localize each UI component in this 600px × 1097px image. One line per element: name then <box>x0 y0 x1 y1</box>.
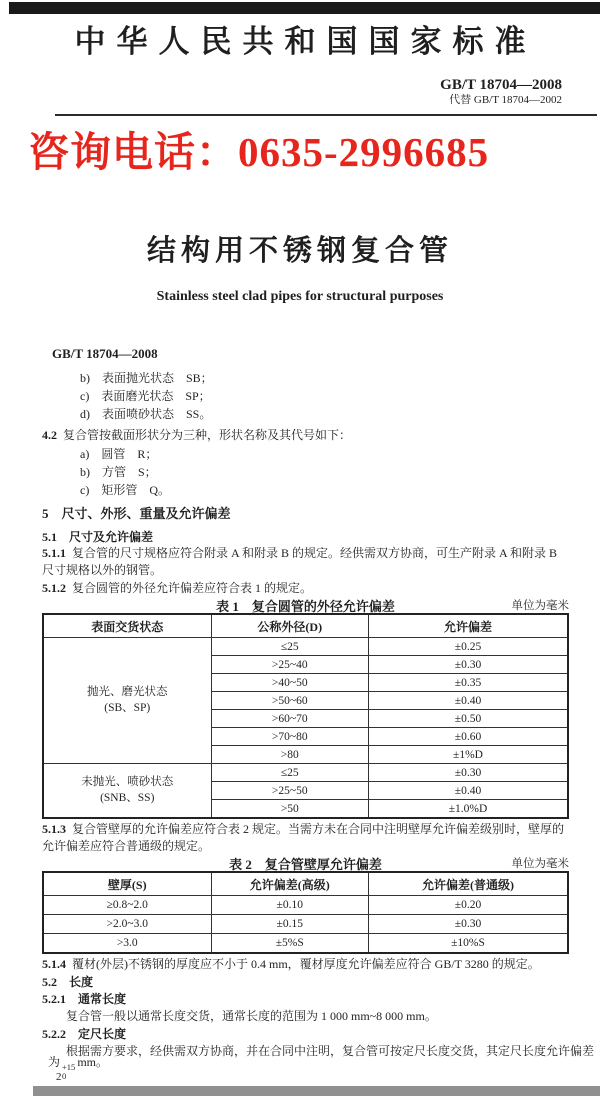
group-label: 未抛光、喷砂状态 <box>81 775 174 788</box>
clause-number: 5.1.4 <box>42 957 66 971</box>
clause-5-1-2 <box>42 579 312 596</box>
top-black-bar <box>9 2 600 14</box>
table-cell: ±0.60 <box>369 728 569 746</box>
clause-5-2-heading: 5.2 长度 <box>42 975 94 989</box>
column-header: 壁厚(S) <box>43 872 211 896</box>
table-row <box>43 764 568 782</box>
replaced-standard: 代替 GB/T 18704—2002 <box>449 94 562 107</box>
table-cell: ±0.30 <box>369 656 569 674</box>
list-item: b) 表面抛光状态 SB； <box>80 371 213 385</box>
group-code: (SNB、SS) <box>100 791 155 804</box>
clause-number: 5.1.3 <box>42 822 66 836</box>
table-cell: >40~50 <box>211 674 369 692</box>
table-cell: ±0.10 <box>211 896 369 915</box>
national-standard-title: 中华人民共和国国家标准 <box>74 24 537 59</box>
surface-state-group-cell <box>43 638 211 764</box>
table-cell: >60~70 <box>211 710 369 728</box>
table-cell: ±0.50 <box>369 710 569 728</box>
clause-number: 5.1.1 <box>42 546 66 560</box>
clause-5-2-1-text: 复合管一般以通常长度交货，通常长度的范围为 1 000 mm~8 000 mm。 <box>66 1009 437 1023</box>
table-cell: ±0.20 <box>369 896 569 915</box>
table-cell: ±1%D <box>369 746 569 764</box>
clause-text: 复合管按截面形状分为三种，形状名称及其代号如下： <box>63 428 352 442</box>
table-row <box>43 896 568 915</box>
running-header: GB/T 18704—2008 <box>52 346 158 361</box>
table-cell: ±0.35 <box>369 674 569 692</box>
table-cell: ±0.15 <box>211 915 369 934</box>
standard-number: GB/T 18704—2008 <box>440 77 562 93</box>
header-rule <box>55 114 597 116</box>
table-cell: ±0.25 <box>369 638 569 656</box>
group-label: 抛光、磨光状态 <box>87 685 168 698</box>
table-cell: >3.0 <box>43 934 211 954</box>
clause-number: 4.2 <box>42 428 57 442</box>
clause-number: 5.1.2 <box>42 581 66 595</box>
column-header: 允许偏差(高级) <box>211 872 369 896</box>
table2-caption: 表 2 复合管壁厚允许偏差 <box>229 857 382 872</box>
clause-text: 覆材(外层)不锈钢的厚度应不小于 0.4 mm，覆材厚度允许偏差应符合 GB/T 3280 的规定。 <box>72 957 540 971</box>
tolerance-upper: +15 <box>62 1062 76 1072</box>
hotline-watermark: 咨询电话：0635-2996685 <box>28 129 490 175</box>
clause-5-2-2-heading: 5.2.2 定尺长度 <box>42 1027 127 1041</box>
column-header: 允许偏差(普通级) <box>369 872 569 896</box>
table-cell: >50 <box>211 800 369 819</box>
tolerance-stack <box>62 1063 75 1080</box>
table-header-row <box>43 872 568 896</box>
group-code: (SB、SP) <box>104 701 151 714</box>
table-cell: ±0.30 <box>369 915 569 934</box>
table-row <box>43 934 568 954</box>
list-item: c) 矩形管 Q。 <box>80 483 170 497</box>
clause-text: 复合管的尺寸规格应符合附录 A 和附录 B 的规定。经供需双方协商，可生产附录 A 和附录 B 尺寸规格以外的钢管。 <box>42 546 558 577</box>
table1-caption: 表 1 复合圆管的外径允许偏差 <box>216 599 395 614</box>
table-header-row <box>43 614 568 638</box>
surface-state-group-cell <box>43 764 211 819</box>
table-cell: ±0.40 <box>369 692 569 710</box>
clause-5-2-1-heading: 5.2.1 通常长度 <box>42 992 127 1006</box>
table-wall-thickness-tolerance <box>42 871 569 954</box>
table-cell: >70~80 <box>211 728 369 746</box>
table-cell: ±1.0%D <box>369 800 569 819</box>
table-cell: ±5%S <box>211 934 369 954</box>
table2-unit: 单位为毫米 <box>511 858 569 870</box>
table-cell: ±0.30 <box>369 764 569 782</box>
table-cell: ±10%S <box>369 934 569 954</box>
table-cell: >80 <box>211 746 369 764</box>
clause-5-1-4 <box>42 955 540 972</box>
list-item: d) 表面喷砂状态 SS。 <box>80 407 212 421</box>
tolerance-suffix: mm。 <box>77 1055 108 1069</box>
table-cell: >25~50 <box>211 782 369 800</box>
surface-state-list <box>80 369 213 423</box>
table-cell: ≥0.8~2.0 <box>43 896 211 915</box>
column-header: 允许偏差 <box>369 614 569 638</box>
table-cell: ≤25 <box>211 638 369 656</box>
tolerance-prefix: 为 <box>48 1055 61 1069</box>
clause-4-2 <box>42 426 351 443</box>
clause-text: 复合管壁厚的允许偏差应符合表 2 规定。当需方未在合同中注明壁厚允许偏差级别时，壁厚的允许偏差应符合普通级的规定。 <box>42 822 565 853</box>
clause-text: 复合圆管的外径允许偏差应符合表 1 的规定。 <box>72 581 313 595</box>
table-cell: ≤25 <box>211 764 369 782</box>
document-title-cn: 结构用不锈钢复合管 <box>146 235 453 267</box>
table-outer-diameter-tolerance <box>42 613 569 819</box>
clause-5-2-2-text: 根据需方要求，经供需双方协商，并在合同中注明，复合管可按定尺长度交货，其定尺长度允许偏差 <box>66 1044 595 1058</box>
table-cell: ±0.40 <box>369 782 569 800</box>
column-header: 表面交货状态 <box>43 614 211 638</box>
shape-list <box>80 445 170 499</box>
standard-number-block <box>440 77 562 107</box>
table-cell: >25~40 <box>211 656 369 674</box>
table-row <box>43 638 568 656</box>
table-row <box>43 915 568 934</box>
list-item: c) 表面磨光状态 SP； <box>80 389 211 403</box>
page-number: 2 <box>56 1071 62 1083</box>
tolerance-lower: 0 <box>62 1070 67 1081</box>
column-header: 公称外径(D) <box>211 614 369 638</box>
table-cell: >50~60 <box>211 692 369 710</box>
list-item: b) 方管 S； <box>80 465 157 479</box>
document-title-en: Stainless steel clad pipes for structural purposes <box>156 289 444 304</box>
clause-5-heading: 5 尺寸、外形、重量及允许偏差 <box>42 506 231 521</box>
clause-5-1-3 <box>42 821 574 855</box>
table1-unit: 单位为毫米 <box>511 600 569 612</box>
clause-5-1-1 <box>42 545 572 579</box>
clause-5-1-heading: 5.1 尺寸及允许偏差 <box>42 530 154 544</box>
list-item: a) 圆管 R； <box>80 447 158 461</box>
bottom-scan-bar <box>33 1086 600 1096</box>
table-cell: >2.0~3.0 <box>43 915 211 934</box>
